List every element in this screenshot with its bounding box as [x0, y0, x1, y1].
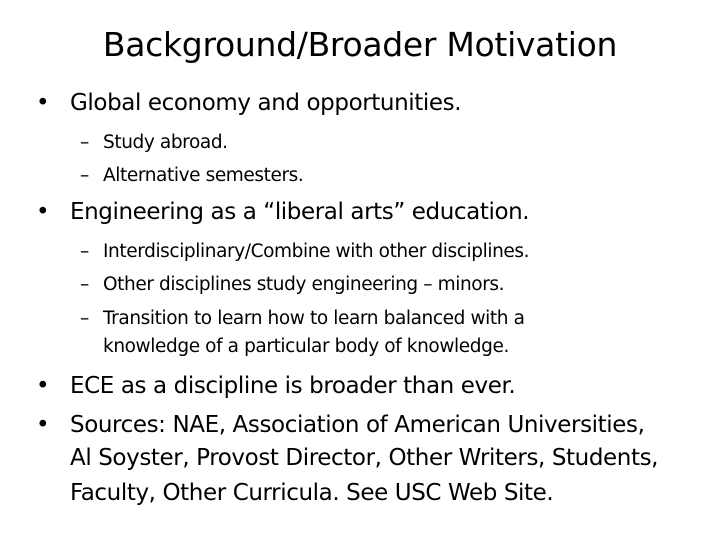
sub-bullet-text: Other disciplines study engineering – minors. — [103, 274, 505, 295]
sub-bullet-mark: – — [80, 308, 89, 329]
sub-bullet-mark: – — [80, 241, 89, 262]
bullet-text-line: Faculty, Other Curricula. See USC Web Site. — [70, 480, 554, 506]
sub-bullet-mark: – — [80, 132, 89, 153]
sub-bullet-mark: – — [80, 274, 89, 295]
bullet-mark: • — [36, 373, 50, 399]
sub-bullet-text: Alternative semesters. — [103, 165, 304, 186]
sub-bullet-mark: – — [80, 165, 89, 186]
bullet-text: ECE as a discipline is broader than ever. — [70, 373, 516, 399]
sub-bullet-text: Interdisciplinary/Combine with other disciplines. — [103, 241, 530, 262]
slide-title: Background/Broader Motivation — [102, 25, 618, 64]
sub-bullet-text: knowledge of a particular body of knowledge. — [103, 336, 509, 357]
bullet-mark: • — [36, 90, 50, 116]
bullet-text-line: Sources: NAE, Association of American Universities, — [70, 412, 645, 438]
bullet-text: Global economy and opportunities. — [70, 90, 462, 116]
sub-bullet-text: Study abroad. — [103, 132, 228, 153]
bullet-mark: • — [36, 199, 50, 225]
bullet-text-line: Al Soyster, Provost Director, Other Writers, Students, — [70, 445, 659, 471]
bullet-text: Engineering as a “liberal arts” education. — [70, 199, 530, 225]
bullet-mark: • — [36, 412, 50, 438]
sub-bullet-text: Transition to learn how to learn balanced with a — [103, 308, 525, 329]
